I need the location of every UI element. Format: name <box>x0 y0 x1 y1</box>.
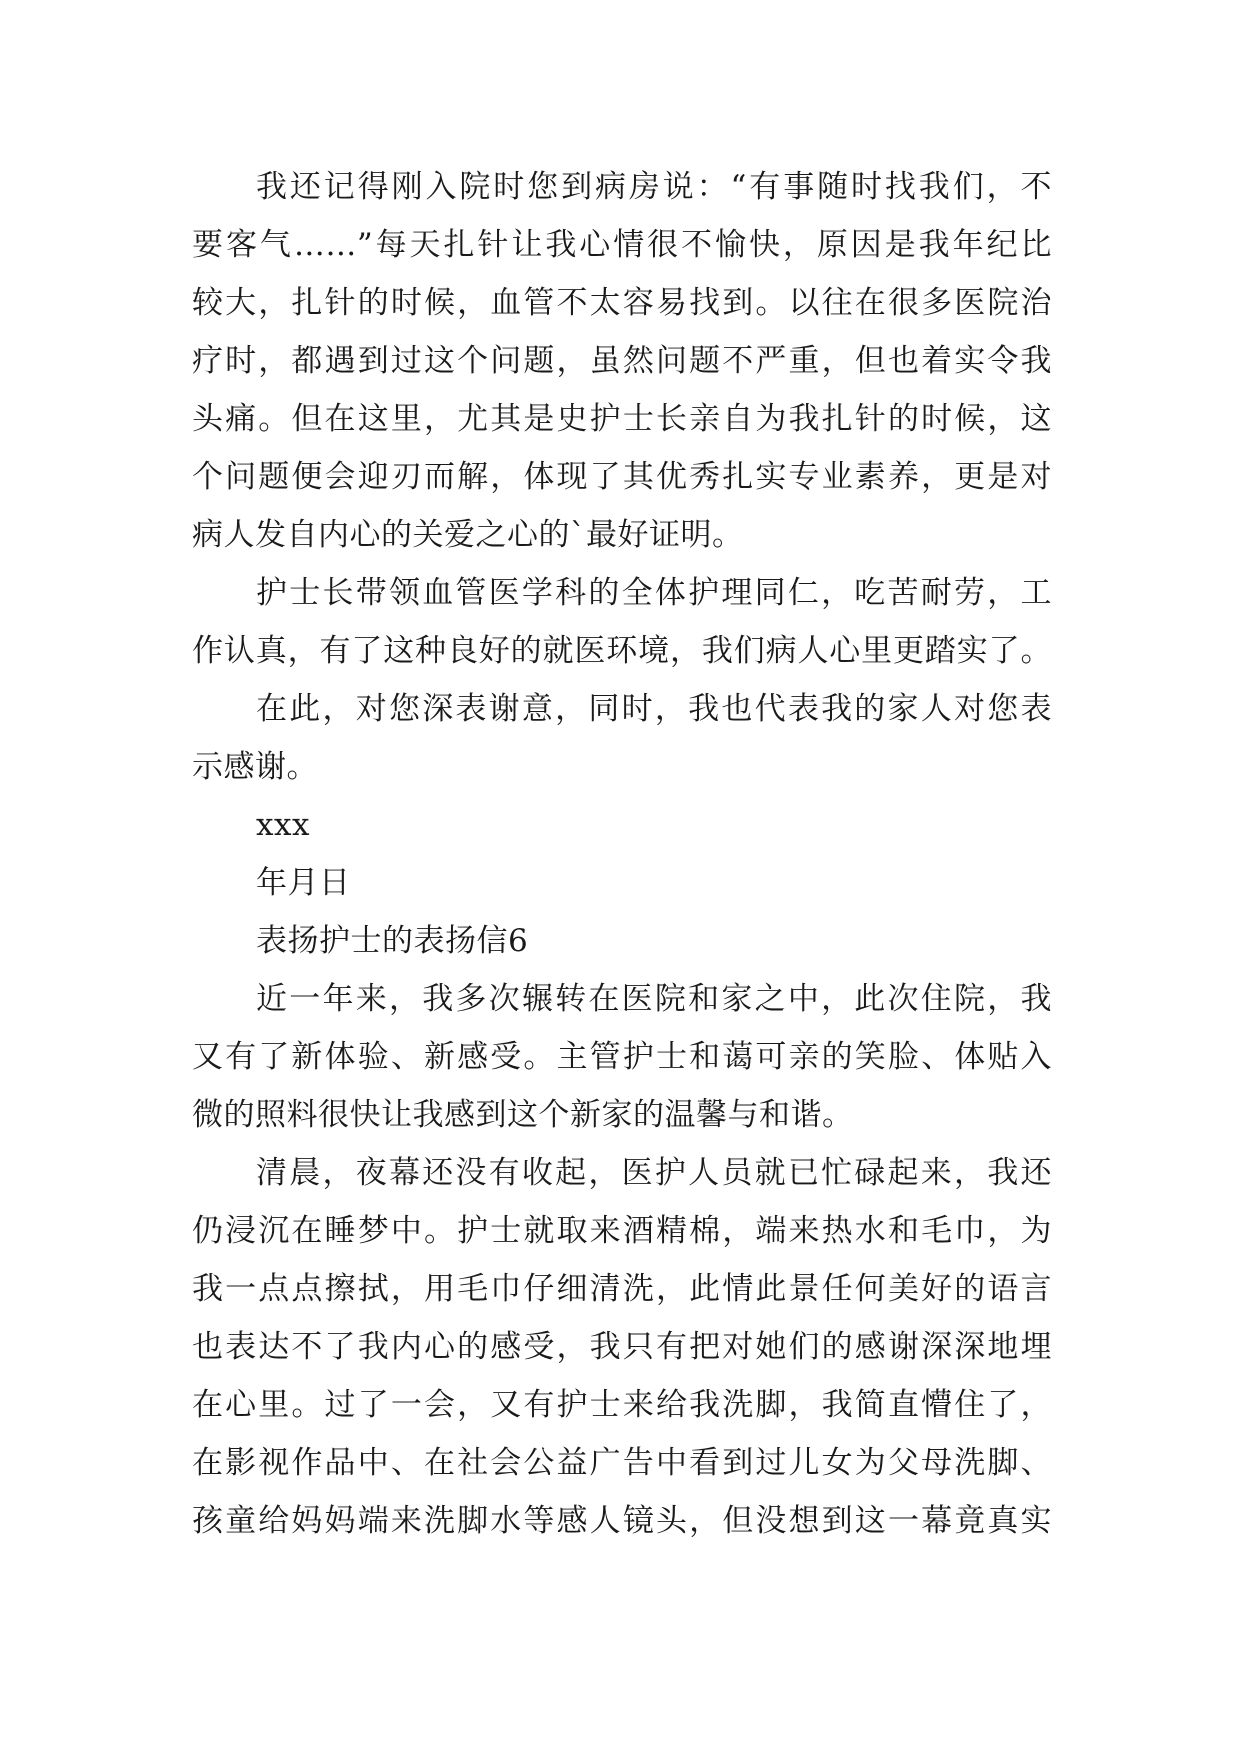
text-line: 在心里。过了一会，又有护士来给我洗脚，我简直懵住了， <box>192 1387 1052 1423</box>
text-line: 孩童给妈妈端来洗脚水等感人镜头，但没想到这一幕竟真实 <box>192 1503 1052 1539</box>
text-line: 近一年来，我多次辗转在医院和家之中，此次住院，我 <box>256 981 1052 1017</box>
text-line: 在影视作品中、在社会公益广告中看到过儿女为父母洗脚、 <box>192 1445 1052 1481</box>
text-line: 作认真，有了这种良好的就医环境，我们病人心里更踏实了。 <box>192 633 1052 669</box>
text-line: 疗时，都遇到过这个问题，虽然问题不严重，但也着实令我 <box>192 343 1052 379</box>
text-line: 清晨，夜幕还没有收起，医护人员就已忙碌起来，我还 <box>256 1155 1052 1191</box>
text-line: 示感谢。 <box>192 749 318 785</box>
text-line: 我还记得刚入院时您到病房说：“有事随时找我们，不 <box>256 169 1052 205</box>
text-line: 又有了新体验、新感受。主管护士和蔼可亲的笑脸、体贴入 <box>192 1039 1052 1075</box>
text-line: 病人发自内心的关爱之心的`最好证明。 <box>192 517 744 553</box>
signature-name: xxx <box>256 807 310 843</box>
section-title: 表扬护士的表扬信6 <box>256 923 529 959</box>
text-line: 头痛。但在这里，尤其是史护士长亲自为我扎针的时候，这 <box>192 401 1052 437</box>
text-line: 微的照料很快让我感到这个新家的温馨与和谐。 <box>192 1097 854 1133</box>
document-body <box>192 158 1052 1550</box>
text-line: 在此，对您深表谢意，同时，我也代表我的家人对您表 <box>256 691 1052 727</box>
text-line: 仍浸沉在睡梦中。护士就取来酒精棉，端来热水和毛巾，为 <box>192 1213 1052 1249</box>
text-line: 也表达不了我内心的感受，我只有把对她们的感谢深深地埋 <box>192 1329 1052 1365</box>
text-line: 护士长带领血管医学科的全体护理同仁，吃苦耐劳，工 <box>256 575 1052 611</box>
text-line: 个问题便会迎刃而解，体现了其优秀扎实专业素养，更是对 <box>192 459 1052 495</box>
text-line: 我一点点擦拭，用毛巾仔细清洗，此情此景任何美好的语言 <box>192 1271 1052 1307</box>
text-line: 要客气……”每天扎针让我心情很不愉快，原因是我年纪比 <box>192 227 1052 263</box>
text-line: 较大，扎针的时候，血管不太容易找到。以往在很多医院治 <box>192 285 1052 321</box>
signature-date: 年月日 <box>256 865 351 901</box>
